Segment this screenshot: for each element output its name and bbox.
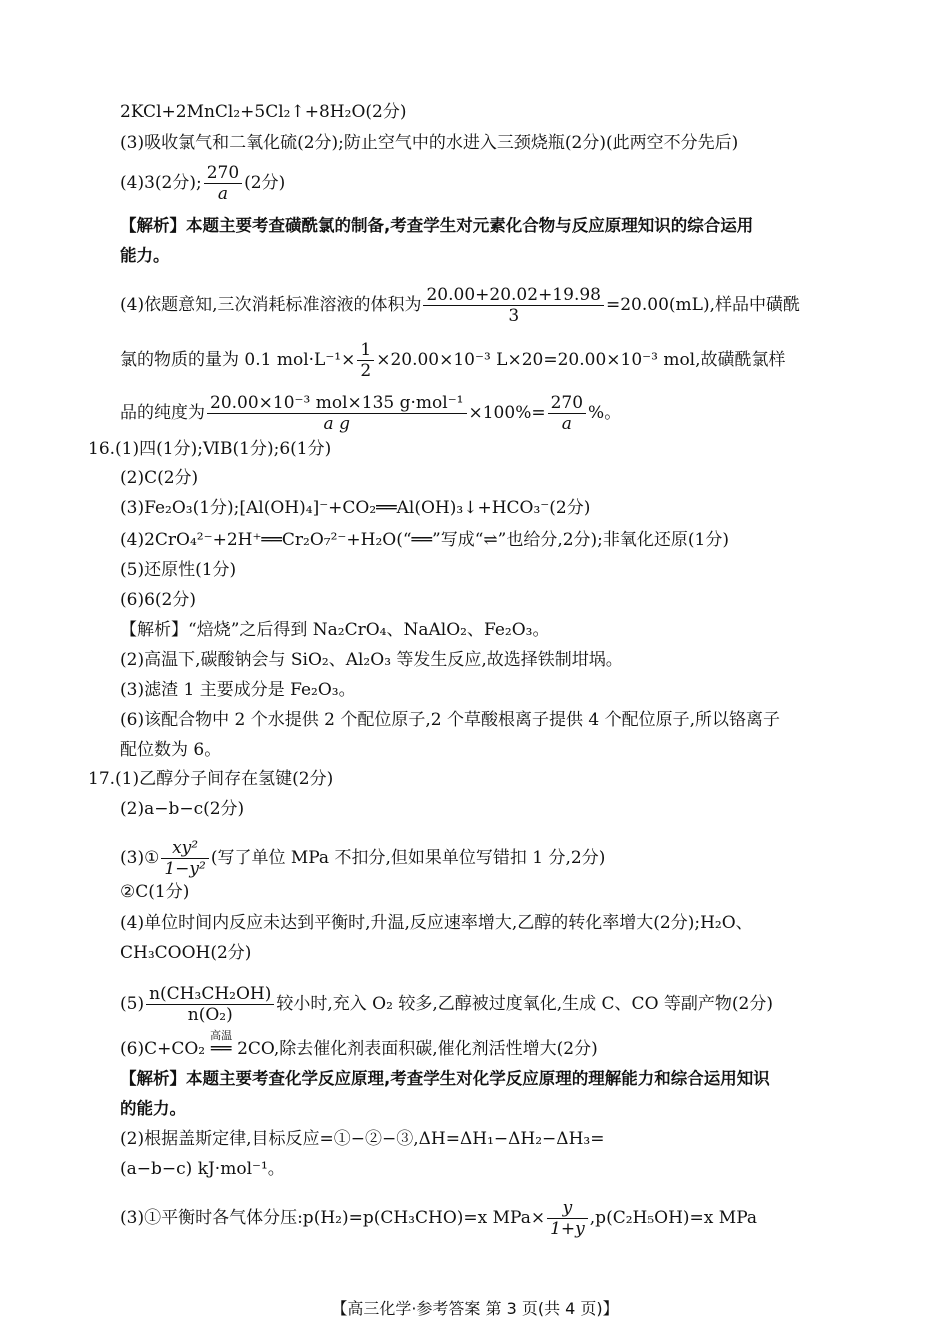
question-17-line: 17.(1)乙醇分子间存在氢键(2分) xyxy=(88,769,334,789)
answer-line: (6)6(2分) xyxy=(120,590,196,610)
numerator: xy² xyxy=(161,838,208,859)
text-segment: 氯的物质的量为 0.1 mol·L⁻¹× xyxy=(120,350,356,370)
answer-line: (2)a−b−c(2分) xyxy=(120,799,245,819)
answer-line xyxy=(120,838,605,879)
text-segment: ×100%= xyxy=(468,403,546,423)
page-footer: 【高三化学·参考答案 第 3 页(共 4 页)】 xyxy=(331,1299,619,1318)
answer-line: (4)2CrO₄²⁻+2H⁺══Cr₂O₇²⁻+H₂O(“══”写成“⇌”也给分,2分);非氧化还原(1分) xyxy=(120,530,729,550)
analysis-heading: 【解析】本题主要考查磺酰氯的制备,考查学生对元素化合物与反应原理知识的综合运用 xyxy=(120,216,754,235)
reaction-arrow: 高温 ══ xyxy=(205,1037,237,1061)
denominator: a xyxy=(217,184,229,204)
text-segment: (6)C+CO₂ xyxy=(120,1039,206,1059)
answer-line: 2KCl+2MnCl₂+5Cl₂↑+8H₂O(2分) xyxy=(120,102,407,122)
answer-line xyxy=(120,285,800,326)
numerator: 1 xyxy=(357,340,374,361)
text-segment: =20.00(mL),样品中磺酰 xyxy=(605,295,800,315)
fraction xyxy=(423,285,604,326)
answer-line xyxy=(120,1029,598,1061)
text-segment: (3)① xyxy=(120,848,160,868)
denominator: n(O₂) xyxy=(187,1005,233,1025)
answer-line: (3)吸收氯气和二氧化硫(2分);防止空气中的水进入三颈烧瓶(2分)(此两空不分先后) xyxy=(120,133,739,153)
fraction xyxy=(548,393,586,434)
denominator: 3 xyxy=(508,306,520,326)
text-segment: %。 xyxy=(588,403,622,423)
text-segment: 2CO,除去催化剂表面积碳,催化剂活性增大(2分) xyxy=(237,1039,598,1059)
fraction xyxy=(161,838,208,879)
answer-line: CH₃COOH(2分) xyxy=(120,943,252,963)
text-segment: (4)3(2分); xyxy=(120,173,202,193)
answer-line: (2)C(2分) xyxy=(120,468,199,488)
numerator: 270 xyxy=(204,163,242,184)
text-segment: ,p(C₂H₅OH)=x MPa xyxy=(589,1208,758,1228)
fraction xyxy=(357,340,374,381)
analysis-heading: 的能力。 xyxy=(120,1099,186,1118)
reaction-condition: 高温 xyxy=(210,1029,233,1042)
text-segment: 品的纯度为 xyxy=(120,403,205,423)
denominator: a xyxy=(561,414,572,434)
text-segment: (5) xyxy=(120,994,145,1014)
analysis-heading: 【解析】本题主要考查化学反应原理,考查学生对化学反应原理的理解能力和综合运用知识 xyxy=(120,1069,770,1088)
answer-line: (3)滤渣 1 主要成分是 Fe₂O₃。 xyxy=(120,680,356,700)
answer-line: (4)单位时间内反应未达到平衡时,升温,反应速率增大,乙醇的转化率增大(2分);H₂O、 xyxy=(120,913,753,933)
denominator: 1+y xyxy=(550,1219,585,1239)
text-segment: (写了单位 MPa 不扣分,但如果单位写错扣 1 分,2分) xyxy=(210,848,606,868)
answer-line: (a−b−c) kJ·mol⁻¹。 xyxy=(120,1159,285,1179)
answer-line xyxy=(120,1198,757,1239)
denominator: 1−y² xyxy=(164,859,206,879)
question-16-line: 16.(1)四(1分);ⅥB(1分);6(1分) xyxy=(88,439,332,459)
answer-line: 【解析】“焙烧”之后得到 Na₂CrO₄、NaAlO₂、Fe₂O₃。 xyxy=(120,620,550,640)
answer-line: 配位数为 6。 xyxy=(120,740,222,760)
fraction xyxy=(146,984,274,1025)
text-segment: (3)①平衡时各气体分压:p(H₂)=p(CH₃CHO)=x MPa× xyxy=(120,1208,546,1228)
answer-line: (2)根据盖斯定律,目标反应=①−②−③,ΔH=ΔH₁−ΔH₂−ΔH₃= xyxy=(120,1129,605,1149)
denominator: 2 xyxy=(360,361,372,381)
numerator: n(CH₃CH₂OH) xyxy=(146,984,274,1005)
answer-line: ②C(1分) xyxy=(120,882,190,902)
answer-line xyxy=(120,393,621,434)
text-segment: 较小时,充入 O₂ 较多,乙醇被过度氧化,生成 C、CO 等副产物(2分) xyxy=(276,994,773,1014)
fraction xyxy=(547,1198,588,1239)
text-segment: ×20.00×10⁻³ L×20=20.00×10⁻³ mol,故磺酰氯样 xyxy=(376,350,786,370)
answer-line: (3)Fe₂O₃(1分);[Al(OH)₄]⁻+CO₂══Al(OH)₃↓+HCO₃⁻(2分) xyxy=(120,498,591,518)
answer-line xyxy=(120,340,786,381)
answer-line: (5)还原性(1分) xyxy=(120,560,237,580)
answer-line xyxy=(120,984,773,1025)
text-segment: (4)依题意知,三次消耗标准溶液的体积为 xyxy=(120,295,422,315)
analysis-heading: 能力。 xyxy=(120,246,170,265)
numerator: 20.00×10⁻³ mol×135 g·mol⁻¹ xyxy=(207,393,467,414)
answer-line: (6)该配合物中 2 个水提供 2 个配位原子,2 个草酸根离子提供 4 个配位原子,所以铬离子 xyxy=(120,710,780,730)
fraction xyxy=(207,393,467,434)
answer-line: (2)高温下,碳酸钠会与 SiO₂、Al₂O₃ 等发生反应,故选择铁制坩埚。 xyxy=(120,650,623,670)
denominator: a g xyxy=(323,414,350,434)
numerator: 20.00+20.02+19.98 xyxy=(423,285,604,306)
text-segment: (2分) xyxy=(244,173,286,193)
fraction xyxy=(204,163,242,204)
numerator: 270 xyxy=(548,393,586,414)
answer-line xyxy=(120,163,285,204)
numerator: y xyxy=(547,1198,588,1219)
